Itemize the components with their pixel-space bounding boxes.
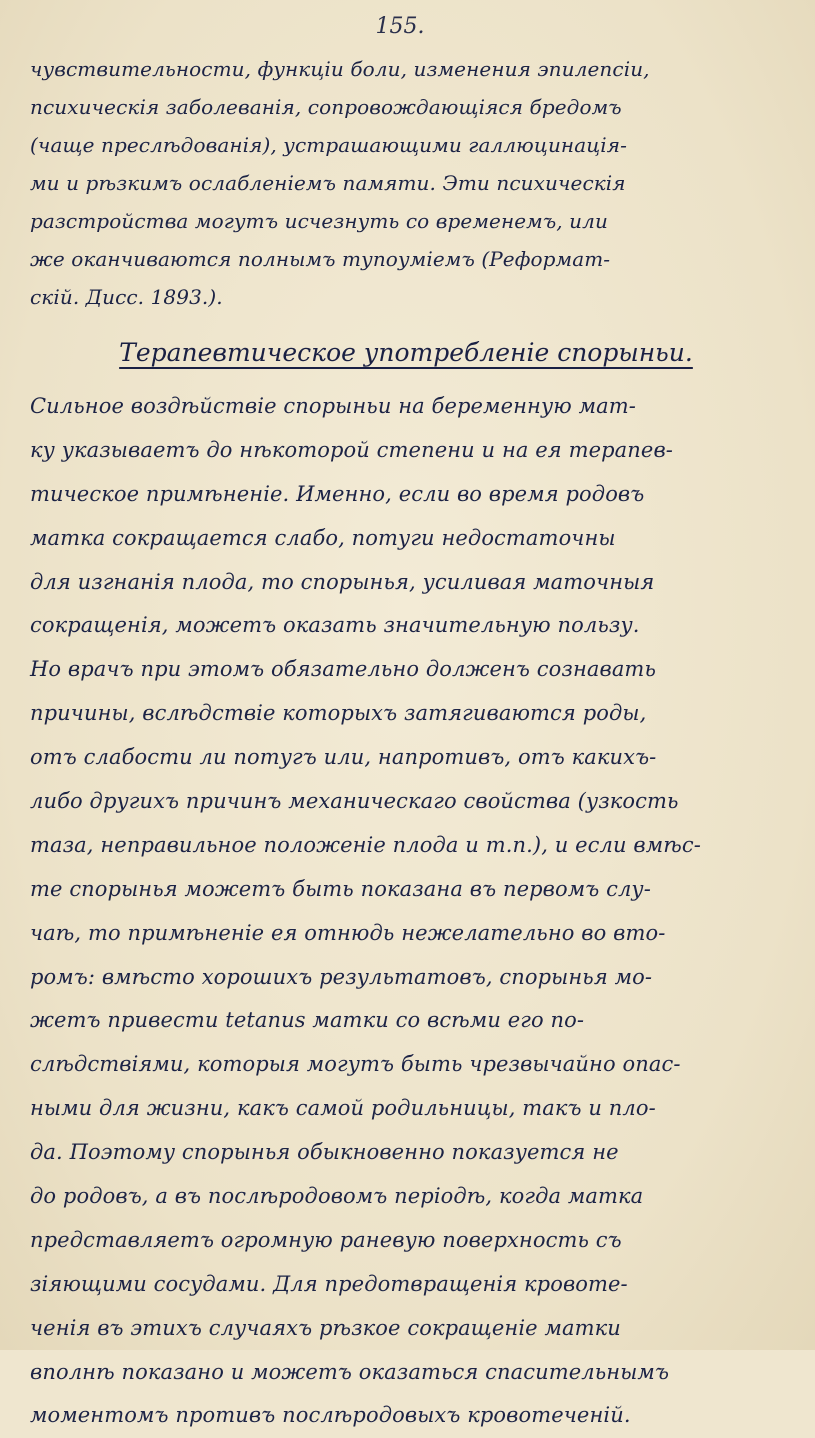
- text-line: для изгнанія плода, то спорынья, усиливая маточныя: [30, 569, 655, 594]
- text-line: (чаще преслѣдованія), устрашающими галлюцинація-: [30, 133, 627, 157]
- text-line: слѣдствіями, которыя могутъ быть чрезвычайно опас-: [30, 1052, 681, 1077]
- text-line: разстройства могутъ исчезнуть со временемъ, или: [30, 209, 608, 233]
- text-line: Но врачъ при этомъ обязательно долженъ сознавать: [30, 657, 656, 682]
- text-line: ными для жизни, какъ самой родильницы, такъ и пло-: [30, 1096, 656, 1121]
- text-line: ченія въ этихъ случаяхъ рѣзкое сокращеніе матки: [30, 1315, 621, 1340]
- text-line: причины, вслѣдствіе которыхъ затягиваются роды,: [30, 701, 647, 726]
- text-line: зіяющими сосудами. Для предотвращенія кровоте-: [30, 1271, 628, 1296]
- text-line: чувствительности, функціи боли, изменения эпилепсіи,: [30, 57, 650, 81]
- text-line: чаѣ, то примѣненіе ея отнюдь нежелательно во вто-: [30, 920, 666, 945]
- text-line: матка сокращается слабо, потуги недостаточны: [30, 525, 616, 550]
- text-line: психическія заболеванія, сопровождающіяся бредомъ: [30, 95, 622, 119]
- text-line: Сильное воздѣйствіе спорыньи на беременную мат-: [30, 394, 636, 418]
- text-line: ку указываетъ до нѣкоторой степени и на ея терапев-: [30, 437, 673, 462]
- section-heading: Терапевтическое употребленіе спорыньи.: [119, 338, 693, 367]
- text-line: да. Поэтому спорынья обыкновенно показуется не: [30, 1140, 619, 1165]
- text-line: вполнѣ показано и можетъ оказаться спасительнымъ: [30, 1359, 670, 1384]
- page-number: 155.: [375, 14, 425, 39]
- text-line: те спорынья можетъ быть показана въ первомъ слу-: [30, 876, 651, 901]
- text-line: скій. Дисс. 1893.).: [30, 285, 223, 309]
- text-line: моментомъ противъ послѣродовыхъ кровотеченій.: [30, 1403, 631, 1428]
- text-line: тическое примѣненіе. Именно, если во время родовъ: [30, 481, 645, 506]
- text-line: жетъ привести tetanus матки со всѣми его по-: [30, 1008, 585, 1033]
- text-line: ромъ: вмѣсто хорошихъ результатовъ, спорынья мо-: [30, 964, 653, 989]
- paragraph-continued: [30, 50, 782, 316]
- paragraph-therapeutic-use: [30, 385, 790, 1438]
- text-line: отъ слабости ли потугъ или, напротивъ, отъ какихъ-: [30, 745, 657, 770]
- text-line: же оканчиваются полнымъ тупоуміемъ (Реформат-: [30, 247, 611, 271]
- text-line: ми и рѣзкимъ ослабленіемъ памяти. Эти психическія: [30, 171, 626, 195]
- text-line: представляетъ огромную раневую поверхность съ: [30, 1227, 622, 1252]
- text-line: либо другихъ причинъ механическаго свойства (узкость: [30, 789, 679, 814]
- text-line: сокращенія, можетъ оказать значительную пользу.: [30, 613, 640, 638]
- text-line: таза, неправильное положеніе плода и т.п.), и если вмѣс-: [30, 832, 701, 857]
- text-line: до родовъ, а въ послѣродовомъ періодѣ, когда матка: [30, 1184, 644, 1209]
